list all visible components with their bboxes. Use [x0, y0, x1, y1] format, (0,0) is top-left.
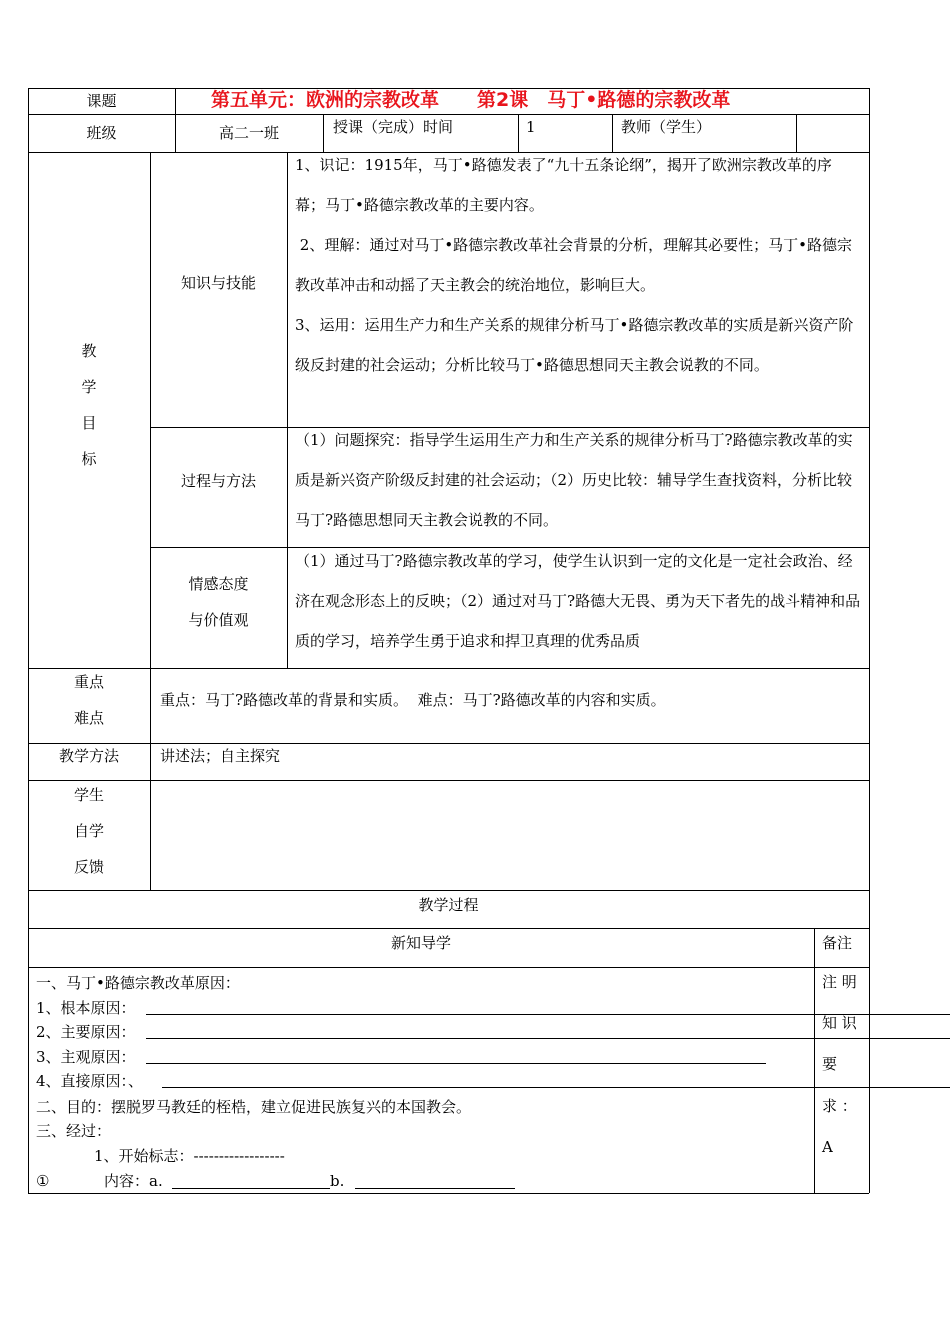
fill-blank-line: [146, 1038, 950, 1039]
col-main-header: 新知导学: [390, 934, 451, 952]
reason-subjective-label: 3、主观原因：: [36, 1048, 136, 1066]
knowledge-item: 1、识记：1915年，马丁•路德发表了“九十五条论纲”，揭开了欧洲宗教改革的序幕；马丁•路德宗教改革的主要内容。: [295, 156, 832, 214]
rule: [28, 928, 869, 929]
page-title: 第五单元：欧洲的宗教改革 第2课 马丁•路德的宗教改革: [211, 89, 731, 111]
rule: [28, 890, 869, 891]
class-value: 高二一班: [218, 124, 279, 142]
feedback-label-line: 学生: [73, 786, 104, 804]
teacher-label: 教师（学生）: [621, 118, 712, 136]
content-number: ①: [36, 1172, 50, 1190]
goals-group-label: [28, 333, 150, 477]
key-points-label-line1: 重点: [73, 673, 104, 691]
knowledge-item: 3、运用：运用生产力和生产关系的规律分析马丁•路德宗教改革的实质是新兴资产阶级反封建的社会运动；分析比较马丁•路德思想同天主教会说教的不同。: [295, 316, 854, 374]
reasons-heading: 一、马丁•路德宗教改革原因：: [36, 974, 240, 992]
rule: [28, 1193, 869, 1194]
rule: [175, 88, 176, 114]
goals-label-char: 学: [81, 378, 97, 396]
knowledge-text: [295, 145, 861, 385]
rule: [28, 967, 869, 968]
class-label: 班级: [86, 124, 117, 142]
content-b-label: b.: [330, 1172, 345, 1190]
note-line: A: [822, 1138, 833, 1156]
method-text: 讲述法；自主探究: [160, 747, 281, 765]
course-heading: 三、经过：: [36, 1122, 112, 1140]
key-points-text: 重点：马丁?路德改革的背景和实质。 难点：马丁?路德改革的内容和实质。: [160, 691, 666, 709]
rule: [28, 668, 869, 669]
feedback-label-line: 自学: [73, 822, 104, 840]
note-line: 要: [822, 1055, 838, 1073]
fill-blank-line: [146, 1014, 950, 1015]
fill-blank-line: [355, 1188, 515, 1189]
content-label: 内容：a.: [104, 1172, 163, 1190]
feedback-label-line: 反馈: [73, 858, 104, 876]
note-line: 知 识: [822, 1014, 857, 1032]
rule: [28, 780, 869, 781]
time-value: 1: [526, 118, 536, 136]
reason-root-label: 1、根本原因：: [36, 999, 136, 1017]
fill-blank-line: [162, 1087, 950, 1088]
rule: [287, 152, 288, 668]
emotion-text: （1）通过马丁?路德宗教改革的学习，使学生认识到一定的文化是一定社会政治、经济在观念形态上的反映；（2）通过对马丁?路德大无畏、勇为天下者先的战斗精神和品质的学习，培养学生勇于追求和捍卫真理的优秀品质: [295, 552, 861, 650]
note-line: 求 ：: [822, 1097, 857, 1115]
purpose-line: 二、目的：摆脱罗马教廷的桎梏，建立促进民族复兴的本国教会。: [36, 1098, 472, 1116]
goals-label-char: 教: [81, 342, 97, 360]
feedback-label: [28, 777, 150, 885]
emotion-label-line2: 与价值观: [188, 611, 249, 629]
emotion-label-line1: 情感态度: [188, 575, 249, 593]
rule: [28, 114, 869, 115]
fill-blank-line: [172, 1188, 330, 1189]
topic-label: 课题: [86, 92, 117, 110]
process-section-title: 教学过程: [418, 896, 479, 914]
process-label: 过程与方法: [180, 472, 256, 490]
rule: [28, 88, 29, 1193]
rule: [869, 88, 870, 1193]
knowledge-label: 知识与技能: [180, 274, 256, 292]
note-line: 注 明: [822, 973, 857, 991]
method-label: 教学方法: [58, 747, 119, 765]
reason-main-label: 2、主要原因：: [36, 1023, 136, 1041]
fill-blank-line: [146, 1063, 766, 1064]
rule: [150, 152, 151, 890]
goals-label-char: 标: [81, 450, 97, 468]
rule: [814, 928, 815, 1193]
time-label: 授课（完成）时间: [333, 118, 454, 136]
key-points-label-line2: 难点: [73, 709, 104, 727]
knowledge-item: 2、理解：通过对马丁•路德宗教改革社会背景的分析，理解其必要性；马丁•路德宗教改革冲击和动摇了天主教会的统治地位，影响巨大。: [295, 236, 853, 294]
goals-label-char: 目: [81, 414, 97, 432]
reason-direct-label: 4、直接原因：、: [36, 1072, 144, 1090]
rule: [28, 743, 869, 744]
start-sign-line: 1、开始标志：------------------: [94, 1147, 285, 1165]
process-text: （1）问题探究：指导学生运用生产力和生产关系的规律分析马丁?路德宗教改革的实质是新兴资产阶级反封建的社会运动；（2）历史比较：辅导学生查找资料，分析比较马丁?路德思想同天主教会说教的不同。: [295, 431, 853, 529]
col-notes-header: 备注: [822, 934, 853, 952]
